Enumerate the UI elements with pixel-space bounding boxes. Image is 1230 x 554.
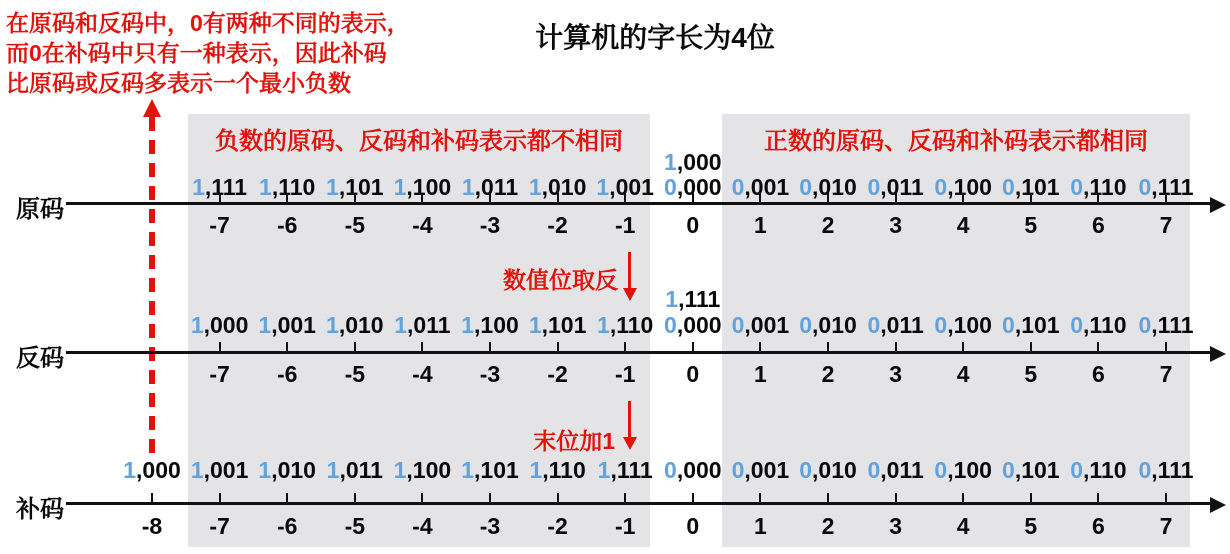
note-line: 比原码或反码多表示一个最小负数 [6,70,351,96]
magnitude-bits: ,001 [744,457,790,483]
magnitude-bits: ,000 [676,312,722,338]
decimal-value: -7 [209,361,230,387]
decimal-value: -3 [479,212,501,238]
sign-bit: 0 [664,457,677,483]
binary-value [384,174,460,201]
sign-bit: 0 [664,312,677,338]
decimal-value: 4 [956,361,970,387]
magnitude-bits: ,101 [541,312,587,338]
axis-tick [895,342,897,351]
axis-arrow-icon [1210,197,1226,213]
magnitude-bits: ,000 [676,457,722,483]
binary-value [925,457,1001,484]
sign-bit: 0 [867,457,881,483]
decimal-value: 0 [686,212,700,238]
magnitude-bits: ,010 [812,457,857,483]
magnitude-bits: ,001 [609,174,654,200]
decimal-value: 6 [1091,212,1105,238]
binary-value [114,457,190,484]
magnitude-bits: ,001 [203,457,249,483]
magnitude-bits: ,101 [1014,174,1060,200]
magnitude-bits: ,000 [676,149,722,175]
decimal-value: 2 [821,513,835,539]
axis-arrow-icon [1210,346,1226,362]
decimal-value: -3 [479,513,501,539]
sign-bit: 0 [799,457,813,483]
axis-tick [1165,342,1167,351]
sign-bit: 1 [461,457,475,483]
decimal-value: -2 [547,361,568,387]
sign-bit: 0 [1070,312,1084,338]
binary-value [790,312,866,339]
binary-value [722,312,798,339]
magnitude-bits: ,111 [1151,457,1194,483]
magnitude-bits: ,010 [812,312,857,338]
binary-value [655,174,731,201]
decimal-value: -1 [614,212,636,238]
page-title: 计算机的字长为4位 [535,22,775,53]
sign-bit: 1 [664,149,677,175]
binary-value [722,457,798,484]
decimal-value: -2 [547,513,568,539]
magnitude-bits: ,111 [204,174,248,200]
number-line-sign-magnitude [66,202,1212,205]
number-line-twos-complement [66,502,1212,505]
sign-bit: 0 [1138,174,1152,200]
sign-bit: 0 [1070,457,1084,483]
magnitude-bits: ,110 [542,457,586,483]
axis-tick [219,342,221,351]
magnitude-bits: ,010 [271,457,316,483]
sign-bit: 1 [596,174,610,200]
row-label-sign-magnitude: 原码 [16,196,64,223]
binary-value [1060,174,1136,201]
magnitude-bits: ,010 [812,174,857,200]
decimal-value: 7 [1159,361,1173,387]
axis-tick [624,342,626,351]
decimal-value: 7 [1159,212,1173,238]
magnitude-bits: ,000 [136,457,181,483]
decimal-value: 4 [956,212,970,238]
sign-bit: 0 [1002,457,1015,483]
binary-value [993,457,1069,484]
row-label-twos-complement: 补码 [16,496,64,523]
decimal-value: 2 [821,361,835,387]
min-negative-dashed-arrowhead-icon [143,99,161,117]
binary-value [1060,312,1136,339]
binary-value [249,174,325,201]
sign-bit: 1 [528,174,542,200]
binary-value [655,312,731,339]
axis-tick [1165,493,1167,502]
magnitude-bits: ,110 [1083,312,1127,338]
axis-tick [962,342,964,351]
magnitude-bits: ,000 [676,174,722,200]
axis-tick [151,493,153,502]
binary-value [249,312,325,339]
axis-tick [286,493,288,502]
axis-tick [759,493,761,502]
magnitude-bits: ,011 [339,457,383,483]
axis-tick [557,342,559,351]
magnitude-bits: ,100 [474,312,519,338]
sign-bit: 0 [731,312,745,338]
magnitude-bits: ,010 [541,174,587,200]
zero-alternate-binary-value [655,286,731,313]
decimal-value: -7 [209,513,230,539]
sign-bit: 0 [934,174,948,200]
sign-bit: 1 [393,174,407,200]
sign-bit: 0 [934,312,948,338]
magnitude-bits: ,111 [1151,312,1194,338]
decimal-value: 1 [753,361,767,387]
axis-tick [421,493,423,502]
sign-bit: 1 [597,457,611,483]
decimal-value: 1 [753,513,767,539]
sign-bit: 0 [799,312,813,338]
decimal-value: -6 [276,212,298,238]
magnitude-bits: ,111 [678,286,721,312]
decimal-value: -8 [141,513,163,539]
magnitude-bits: ,100 [947,174,992,200]
decimal-value: 0 [686,513,700,539]
sign-bit: 1 [529,457,543,483]
axis-tick [827,493,829,502]
magnitude-bits: ,000 [203,312,249,338]
binary-value [384,312,460,339]
decimal-value: -6 [276,361,298,387]
axis-tick [421,342,423,351]
binary-value [520,312,596,339]
sign-bit: 0 [934,457,948,483]
binary-value [722,174,798,201]
sign-bit: 0 [867,312,881,338]
sign-bit: 1 [259,174,272,200]
magnitude-bits: ,100 [406,174,452,200]
binary-value [317,174,393,201]
decimal-value: 6 [1091,361,1105,387]
decimal-value: 3 [889,513,902,539]
sign-bit: 1 [326,174,339,200]
axis-tick [624,493,626,502]
decimal-value: -4 [412,361,433,387]
binary-value [925,174,1001,201]
sign-bit: 1 [326,457,340,483]
axis-tick [1097,493,1099,502]
decimal-value: 2 [821,212,835,238]
row-label-ones-complement: 反码 [16,345,64,372]
decimal-value: 5 [1024,513,1038,539]
axis-tick [557,493,559,502]
decimal-value: 1 [753,212,767,238]
positive-region-label: 正数的原码、反码和补码表示都相同 [764,128,1148,155]
binary-value [384,457,460,484]
magnitude-bits: ,001 [744,174,790,200]
magnitude-bits: ,011 [880,312,924,338]
decimal-value: 4 [956,513,970,539]
axis-tick [692,342,694,351]
axis-tick [219,493,221,502]
decimal-value: 5 [1024,361,1038,387]
magnitude-bits: ,011 [880,457,924,483]
magnitude-bits: ,011 [407,312,451,338]
magnitude-bits: ,110 [1083,457,1127,483]
sign-bit: 1 [528,312,542,338]
binary-value [993,174,1069,201]
decimal-value: 3 [889,361,902,387]
binary-value [1128,312,1204,339]
invert-bits-arrowhead-icon [623,288,637,301]
magnitude-bits: ,011 [474,174,519,200]
decimal-value: -7 [209,212,230,238]
binary-value [587,174,663,201]
decimal-value: -1 [614,361,636,387]
sign-bit: 1 [393,457,407,483]
binary-value [858,312,934,339]
magnitude-bits: ,001 [271,312,316,338]
sign-bit: 0 [664,174,677,200]
sign-bit: 1 [190,457,204,483]
sign-bit: 1 [394,312,408,338]
decimal-value: 6 [1091,513,1105,539]
binary-value [1128,457,1204,484]
note-line: 在原码和反码中，0有两种不同的表示， [6,10,410,36]
decimal-value: -5 [344,212,366,238]
magnitude-bits: ,110 [271,174,316,200]
sign-bit: 0 [1070,174,1084,200]
magnitude-bits: ,110 [609,312,654,338]
magnitude-bits: ,011 [880,174,924,200]
add-one-arrowhead-icon [623,437,637,450]
binary-value [1060,457,1136,484]
sign-bit: 1 [461,174,475,200]
magnitude-bits: ,111 [1151,174,1194,200]
axis-tick [962,493,964,502]
sign-bit: 1 [192,174,205,200]
axis-tick [489,493,491,502]
magnitude-bits: ,101 [1014,457,1060,483]
decimal-value: -6 [276,513,298,539]
magnitude-bits: ,110 [1083,174,1127,200]
binary-value [182,457,258,484]
sign-bit: 0 [1138,457,1152,483]
negative-region-label: 负数的原码、反码和补码表示都不相同 [215,128,623,155]
binary-value [452,312,528,339]
magnitude-bits: ,101 [1014,312,1060,338]
invert-bits-arrow [628,252,631,288]
sign-bit: 0 [731,457,745,483]
binary-value [249,457,325,484]
axis-tick [895,493,897,502]
number-line-ones-complement [66,351,1212,354]
sign-bit: 1 [258,312,272,338]
decimal-value: 0 [686,361,700,387]
zero-representation-note [6,8,410,98]
sign-bit: 1 [123,457,137,483]
magnitude-bits: ,001 [744,312,790,338]
sign-bit: 1 [665,286,679,312]
sign-bit: 1 [326,312,339,338]
decimal-value: -5 [344,513,366,539]
sign-bit: 0 [1002,174,1015,200]
add-one-label: 末位加1 [533,428,615,454]
invert-bits-label: 数值位取反 [503,267,618,293]
add-one-arrow [628,401,631,437]
sign-bit: 1 [258,457,272,483]
sign-bit: 0 [1138,312,1152,338]
binary-value [587,457,663,484]
binary-value [182,312,258,339]
magnitude-bits: ,101 [474,457,519,483]
binary-value [317,312,393,339]
magnitude-bits: ,101 [338,174,384,200]
magnitude-bits: ,010 [338,312,384,338]
decimal-value: -4 [412,212,433,238]
binary-value [790,457,866,484]
magnitude-bits: ,111 [610,457,653,483]
decimal-value: 5 [1024,212,1038,238]
sign-bit: 0 [867,174,881,200]
axis-tick [1030,342,1032,351]
axis-tick [759,342,761,351]
binary-value [182,174,258,201]
zero-alternate-binary-value [655,149,731,176]
decimal-value: 3 [889,212,902,238]
axis-tick [827,342,829,351]
binary-value [1128,174,1204,201]
axis-tick [354,493,356,502]
binary-value [520,174,596,201]
binary-value [925,312,1001,339]
magnitude-bits: ,100 [947,457,992,483]
decimal-value: -2 [547,212,568,238]
binary-value [452,457,528,484]
binary-value [655,457,731,484]
sign-bit: 1 [461,312,475,338]
binary-value [587,312,663,339]
binary-value [790,174,866,201]
axis-tick [692,493,694,502]
decimal-value: -4 [412,513,433,539]
axis-tick [1097,342,1099,351]
min-negative-dashed-line [149,117,155,455]
magnitude-bits: ,100 [406,457,452,483]
decimal-value: -5 [344,361,366,387]
decimal-value: -3 [479,361,501,387]
sign-bit: 1 [597,312,610,338]
axis-tick [354,342,356,351]
sign-bit: 1 [190,312,204,338]
axis-arrow-icon [1210,497,1226,513]
sign-bit: 0 [1002,312,1015,338]
decimal-value: 7 [1159,513,1173,539]
binary-value [858,457,934,484]
decimal-value: -1 [614,513,636,539]
binary-value [520,457,596,484]
binary-value [858,174,934,201]
axis-tick [286,342,288,351]
binary-value [993,312,1069,339]
magnitude-bits: ,100 [947,312,992,338]
axis-tick [1030,493,1032,502]
sign-bit: 0 [799,174,813,200]
sign-bit: 0 [731,174,745,200]
binary-value [317,457,393,484]
note-line: 而0在补码中只有一种表示，因此补码 [6,40,387,66]
binary-value [452,174,528,201]
axis-tick [489,342,491,351]
